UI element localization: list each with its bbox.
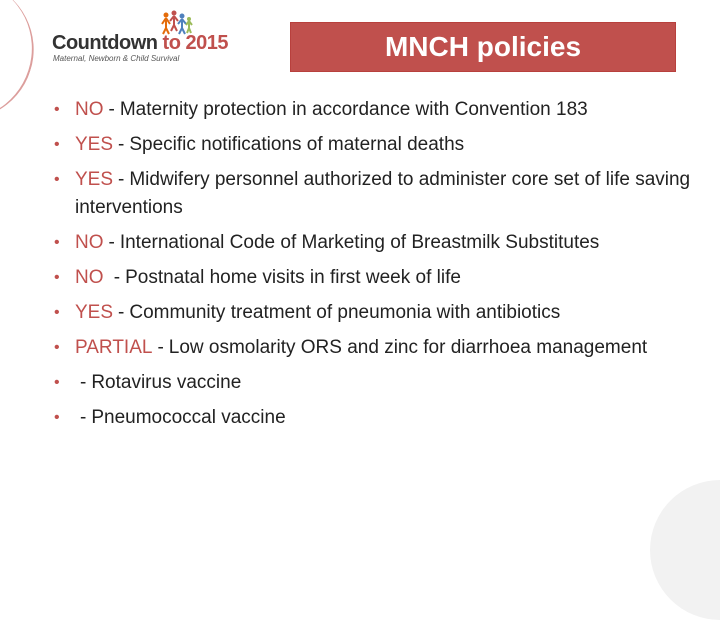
policy-separator: -	[80, 407, 87, 428]
bullet-icon: •	[54, 304, 60, 321]
policy-item	[48, 96, 698, 124]
policy-text: Rotavirus vaccine	[91, 372, 242, 393]
policy-status: NO	[75, 99, 104, 120]
policy-item	[48, 166, 698, 222]
bullet-icon: •	[54, 171, 60, 188]
policy-separator: -	[80, 372, 87, 393]
policy-separator: -	[108, 232, 115, 253]
policy-item	[48, 299, 698, 327]
policy-item	[48, 404, 698, 432]
policy-text: Specific notifications of maternal deaths	[129, 134, 465, 155]
policy-text: Community treatment of pneumonia with antibiotics	[129, 302, 561, 323]
policy-list	[48, 96, 698, 439]
policy-separator: -	[118, 134, 125, 155]
policy-separator: -	[108, 99, 115, 120]
policy-text: Low osmolarity ORS and zinc for diarrhoea management	[168, 337, 648, 358]
policy-item	[48, 131, 698, 159]
policy-item	[48, 229, 698, 257]
policy-text: Maternity protection in accordance with Convention 183	[119, 99, 588, 120]
policy-item	[48, 334, 698, 362]
slide-title-banner	[290, 22, 676, 72]
policy-item	[48, 264, 698, 292]
policy-separator: -	[157, 337, 164, 358]
countdown-logo	[52, 10, 228, 66]
policy-status: NO	[75, 232, 104, 253]
bullet-icon: •	[54, 409, 60, 426]
policy-separator: -	[108, 267, 121, 288]
policy-status: YES	[75, 134, 114, 155]
bullet-icon: •	[54, 339, 60, 356]
policy-status: NO	[75, 267, 104, 288]
policy-status: PARTIAL	[75, 337, 153, 358]
logo-subtitle: Maternal, Newborn & Child Survival	[53, 54, 180, 63]
policy-status: YES	[75, 302, 114, 323]
policy-text: Midwifery personnel authorized to administer core set of life saving interventions	[75, 169, 691, 218]
bullet-icon: •	[54, 136, 60, 153]
policy-item	[48, 369, 698, 397]
policy-text: International Code of Marketing of Breastmilk Substitutes	[119, 232, 600, 253]
slide-title: MNCH policies	[384, 31, 582, 62]
bullet-icon: •	[54, 269, 60, 286]
policy-text: Postnatal home visits in first week of life	[125, 267, 461, 288]
logo-title: Countdown to 2015	[52, 32, 228, 54]
policy-text: Pneumococcal vaccine	[91, 407, 286, 428]
bullet-icon: •	[54, 101, 60, 118]
bullet-icon: •	[54, 234, 60, 251]
corner-decoration-bottom	[650, 480, 720, 620]
policy-status: YES	[75, 169, 114, 190]
bullet-icon: •	[54, 374, 60, 391]
policy-separator: -	[118, 169, 125, 190]
corner-decoration-top	[0, 0, 52, 138]
policy-separator: -	[118, 302, 125, 323]
